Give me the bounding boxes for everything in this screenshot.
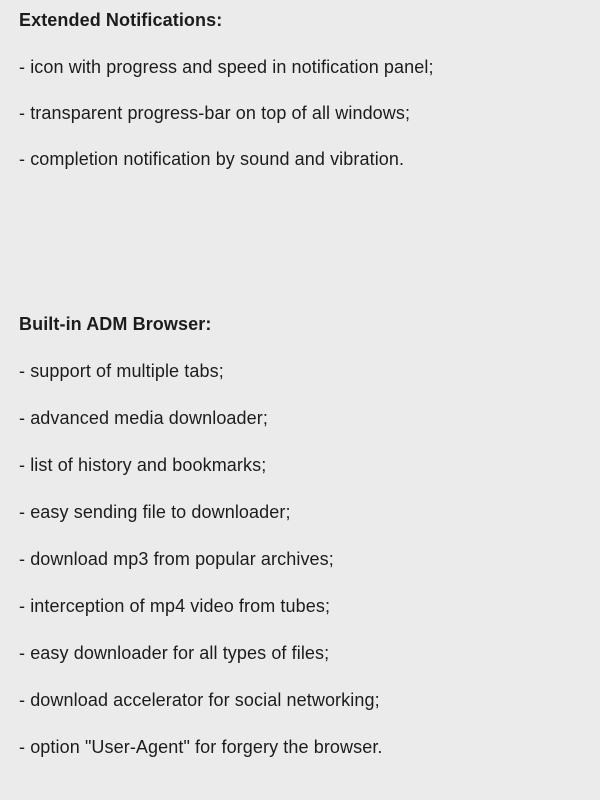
list-item: - advanced media downloader; (19, 408, 268, 428)
list-item: - icon with progress and speed in notification panel; (19, 57, 434, 77)
list-item: - support of multiple tabs; (19, 361, 224, 381)
extended-notifications-section (19, 8, 589, 193)
builtin-browser-heading: Built-in ADM Browser: (19, 314, 212, 334)
extended-notifications-list (19, 55, 589, 171)
list-item: - list of history and bookmarks; (19, 455, 267, 475)
builtin-browser-section (19, 312, 589, 782)
list-item: - download mp3 from popular archives; (19, 549, 334, 569)
list-item: - easy downloader for all types of files; (19, 643, 330, 663)
list-item: - transparent progress-bar on top of all windows; (19, 103, 411, 123)
list-item: - option "User-Agent" for forgery the browser. (19, 737, 383, 757)
extended-notifications-heading: Extended Notifications: (19, 10, 223, 30)
list-item: - completion notification by sound and vibration. (19, 149, 405, 169)
list-item: - download accelerator for social networking; (19, 690, 380, 710)
list-item: - interception of mp4 video from tubes; (19, 596, 331, 616)
builtin-browser-list (19, 359, 589, 759)
list-item: - easy sending file to downloader; (19, 502, 291, 522)
